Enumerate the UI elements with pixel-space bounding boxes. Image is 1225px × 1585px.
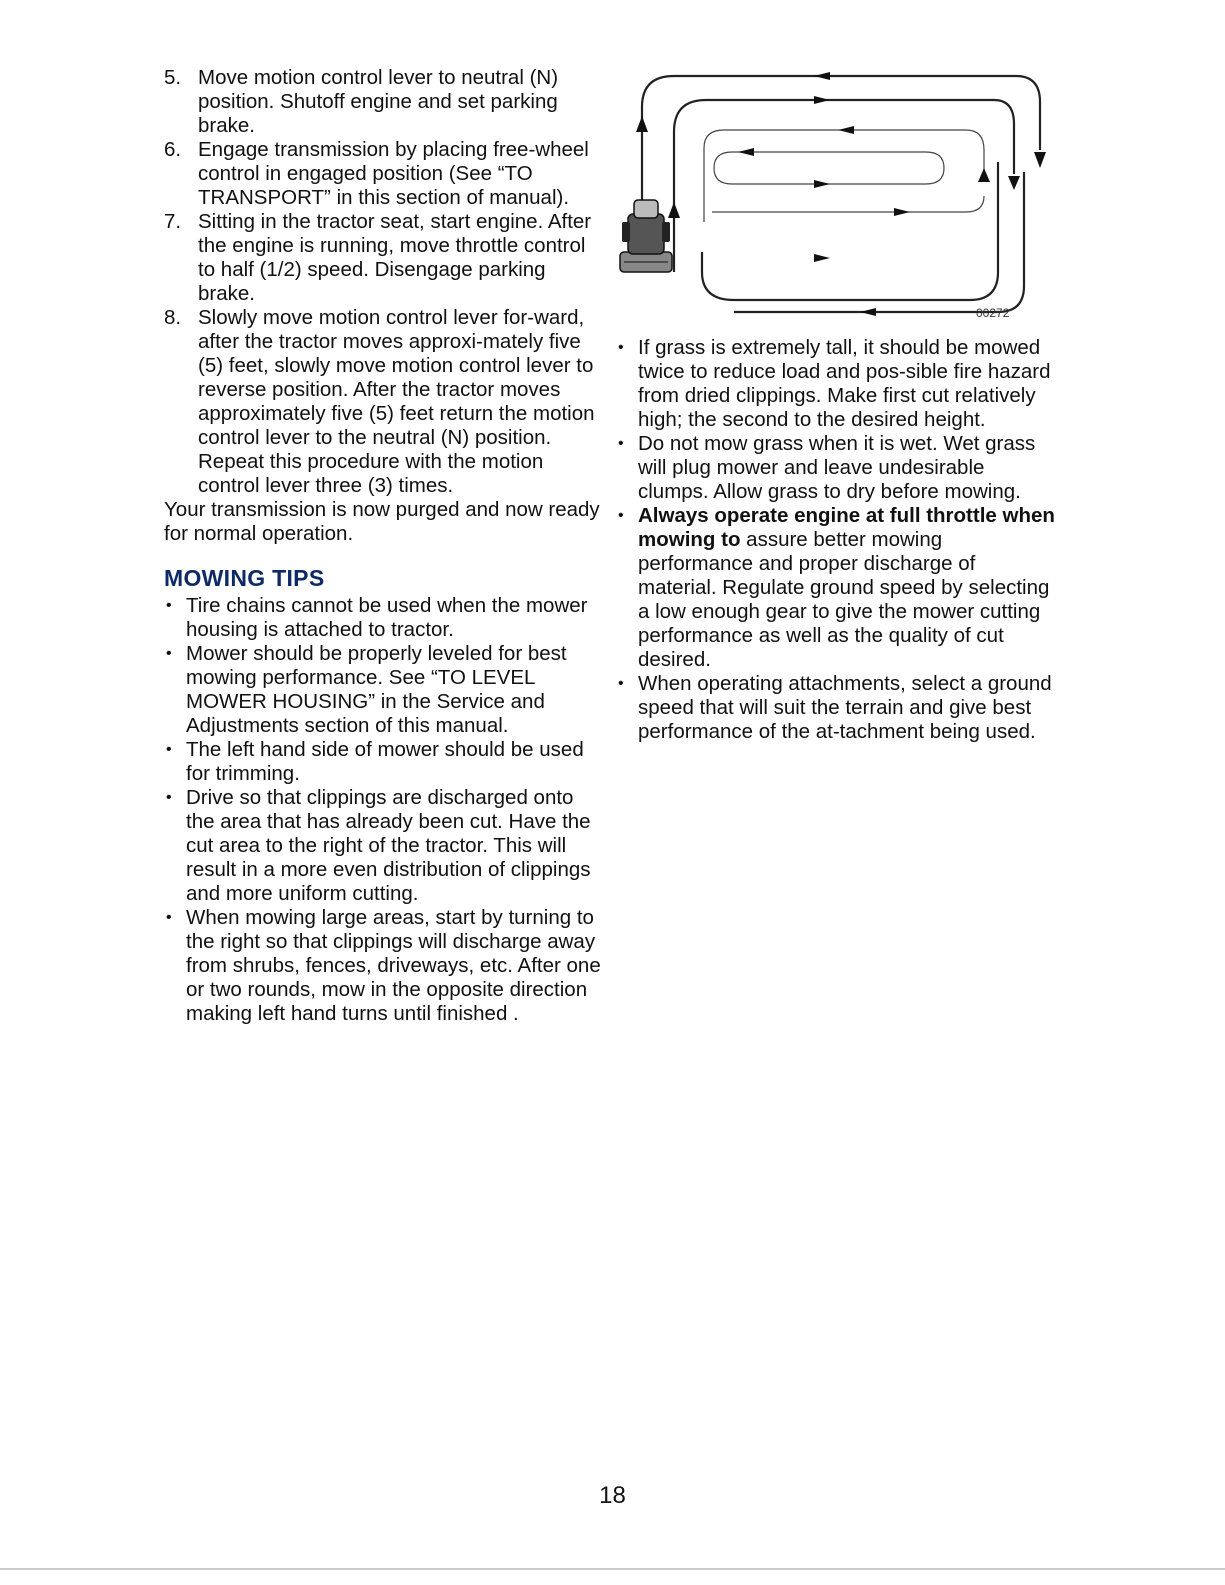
arrow-icon [636,116,648,132]
step-number: 5. [164,66,182,89]
tip-item: • Tire chains cannot be used when the mower housing is attached to tractor. [164,594,604,642]
mowing-path-return-1 [702,162,998,300]
tractor-icon [620,200,672,272]
mowing-pattern-diagram [614,72,1054,328]
arrow-icon [668,202,680,218]
step-number: 7. [164,210,182,233]
arrow-icon [1008,176,1020,190]
tip-bold-text: Always operate engine at full throttle when mowing to [638,504,1055,551]
tip-item: • When mowing large areas, start by turning to the right so that clippings will discharge away from shrubs, fences, driveways, etc. After one or two rounds, mow in the opposite direction making left hand turns until finished . [164,906,604,1026]
arrow-icon [894,208,910,216]
tip-item [616,336,1056,432]
mowing-path-outer-return [734,172,1024,312]
step-item [164,210,604,306]
tip-text: When operating attachments, select a ground speed that will suit the terrain and give best performance of the at-tachment being used. [638,672,1052,743]
step-item [164,306,604,498]
arrow-icon [738,148,754,156]
figure-id: 00272 [976,306,1010,320]
section-heading: MOWING TIPS [164,565,325,591]
mowing-tips-list-right [616,336,1056,744]
arrow-icon [814,254,830,262]
left-column [164,66,604,1026]
step-number: 8. [164,306,182,329]
tip-item [616,672,1056,744]
step-text: Move motion control lever to neutral (N) position. Shutoff engine and set parking brake. [198,66,559,137]
bottom-divider [0,1568,1225,1570]
arrow-icon [814,96,830,104]
purge-steps-list [164,66,604,498]
tip-item: • The left hand side of mower should be used for trimming. [164,738,604,786]
step-item [164,66,604,138]
direction-arrows [636,72,1046,316]
mowing-path-loop-4 [714,152,944,184]
arrow-icon [814,72,830,80]
tip-item: • Mower should be properly leveled for best mowing performance. See “TO LEVEL MOWER HOUSING” in the Service and Adjustments section of this manual. [164,642,604,738]
mowing-tips-list-left [164,594,604,1026]
right-column [616,336,1056,744]
step-text: Sitting in the tractor seat, start engine. After the engine is running, move throttle control to half (1/2) speed. Disengage parking brake. [198,210,592,305]
tip-item: • Drive so that clippings are discharged onto the area that has already been cut. Have the cut area to the right of the tractor. This will result in a more even distribution of clippings and more uniform cutting. [164,786,604,906]
step-item [164,138,604,210]
arrow-icon [1034,152,1046,168]
step-text: Slowly move motion control lever for-ward, after the tractor moves approxi-mately five (5) feet, slowly move motion control lever to reverse position. After the tractor moves approximately five (5) feet return the motion control lever to the neutral (N) position. Repeat this procedure with the motion control lever three (3) times. [198,306,595,497]
page-number: 18 [599,1482,626,1509]
arrow-icon [838,126,854,134]
mowing-path-loop-2 [674,100,1014,272]
arrow-icon [978,168,990,182]
tip-item [616,432,1056,504]
tip-text: Do not mow grass when it is wet. Wet grass will plug mower and leave undesirable clumps. Allow grass to dry before mowing. [638,432,1036,503]
step-text: Engage transmission by placing free-wheel control in engaged position (See “TO TRANSPORT” in this section of manual). [198,138,589,209]
step-number: 6. [164,138,182,161]
tip-text: assure better mowing performance and proper discharge of material. Regulate ground speed by selecting a low enough gear to give the mower cutting performance as well as the quality of cut desired. [638,528,1050,671]
tip-item [616,504,1056,672]
arrow-icon [814,180,830,188]
tip-text: If grass is extremely tall, it should be mowed twice to reduce load and pos-sible fire hazard from dried clippings. Make first cut relatively high; the second to the desired height. [638,336,1051,431]
mowing-path-loop-5 [712,196,984,212]
mowing-path-outer [642,76,1040,212]
purged-note: Your transmission is now purged and now ready for normal operation. [164,498,600,545]
arrow-icon [860,308,876,316]
